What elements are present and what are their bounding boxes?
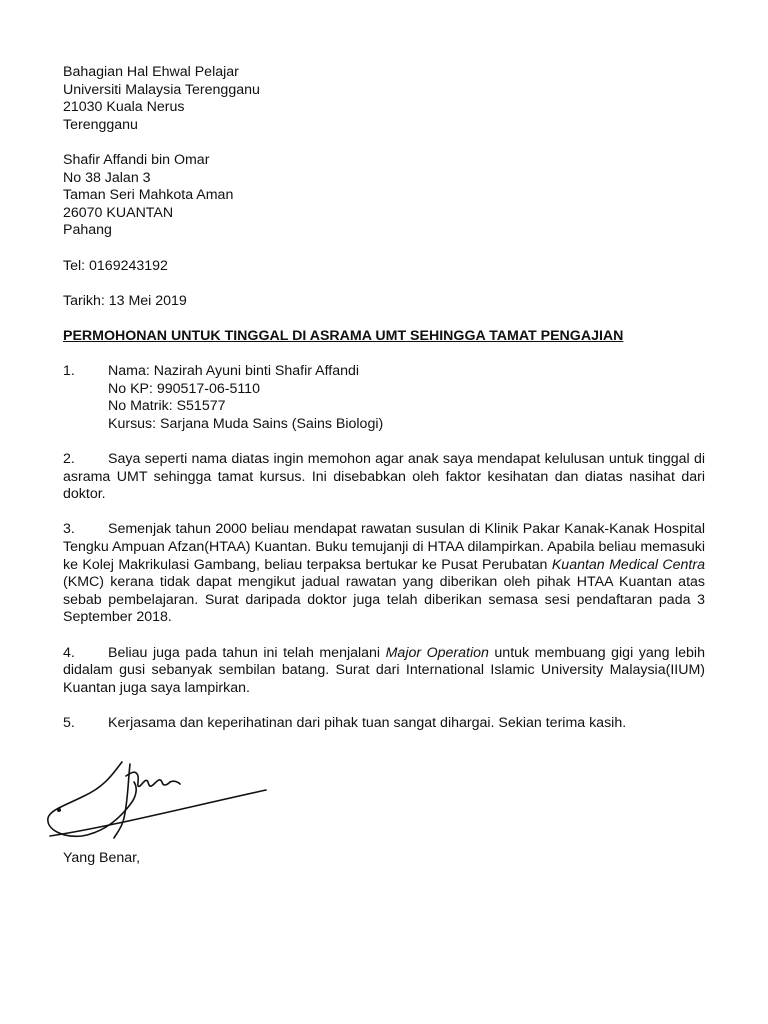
item-1: [63, 363, 705, 433]
sender-line: Universiti Malaysia Terengganu: [63, 81, 260, 98]
closing-salutation: Yang Benar,: [63, 850, 141, 866]
item-text: untuk membuang gigi yang lebih didalam gusi sebanyak sembilan batang. Surat dari International Islamic University Malaysia(IIUM) Kuantan juga saya lampirkan.: [63, 644, 705, 696]
sender-address: [63, 64, 705, 134]
item-italic-text: Major Operation: [385, 644, 489, 661]
recipient-line: 26070 KUANTAN: [63, 204, 174, 221]
student-name: Nama: Nazirah Ayuni binti Shafir Affandi: [108, 363, 360, 380]
item-text: Saya seperti nama diatas ingin memohon agar anak saya mendapat kelulusan untuk tinggal di asrama UMT sehingga tamat kursus. Ini disebabkan oleh faktor kesihatan dan diatas nasihat dari doktor.: [63, 451, 705, 503]
letter-date: Tarikh: 13 Mei 2019: [63, 292, 187, 309]
item-number: 1.: [63, 363, 75, 380]
signature-image: [44, 752, 269, 847]
letter-body: [63, 64, 705, 733]
student-ic: No KP: 990517-06-5110: [108, 380, 260, 397]
item-2: [63, 451, 705, 504]
sender-line: 21030 Kuala Nerus: [63, 99, 185, 116]
item-number: 2.: [63, 451, 75, 468]
item-4: [63, 645, 705, 698]
student-course: Kursus: Sarjana Muda Sains (Sains Biologi): [108, 415, 384, 432]
sender-line: Bahagian Hal Ehwal Pelajar: [63, 64, 239, 80]
item-text: (KMC) kerana tidak dapat mengikut jadual rawatan yang diberikan oleh pihak HTAA Kuantan atas sebab pembelajaran. Surat daripada doktor juga telah diberikan semasa sesi pendaftaran pada 3 September 2018.: [63, 574, 705, 626]
item-italic-text: Kuantan Medical Centra: [551, 556, 705, 573]
item-text: Beliau juga pada tahun ini telah menjalani: [108, 644, 381, 661]
item-5: [63, 715, 705, 733]
recipient-line: Pahang: [63, 222, 112, 239]
item-number: 3.: [63, 521, 75, 538]
recipient-line: No 38 Jalan 3: [63, 169, 151, 186]
item-text: Kerjasama dan keperihatinan dari pihak tuan sangat dihargai. Sekian terima kasih.: [108, 714, 627, 731]
recipient-address: [63, 152, 705, 240]
telephone: Tel: 0169243192: [63, 257, 168, 274]
item-number: 5.: [63, 714, 75, 731]
student-matric: No Matrik: S51577: [108, 398, 226, 415]
recipient-line: Shafir Affandi bin Omar: [63, 151, 210, 168]
item-number: 4.: [63, 644, 75, 661]
item-3: [63, 521, 705, 627]
letter-title: PERMOHONAN UNTUK TINGGAL DI ASRAMA UMT SEHINGGA TAMAT PENGAJIAN: [63, 327, 624, 344]
item-text: Semenjak tahun 2000 beliau mendapat rawatan susulan di Klinik Pakar Kanak-Kanak Hospital Tengku Ampuan Afzan(HTAA) Kuantan. Buku temujanji di HTAA dilampirkan. Apabila beliau memasuki ke Kolej Makrikulasi Gambang, beliau terpaksa bertukar ke Pusat Perubatan: [63, 521, 705, 573]
sender-line: Terengganu: [63, 116, 138, 133]
recipient-line: Taman Seri Mahkota Aman: [63, 187, 234, 204]
